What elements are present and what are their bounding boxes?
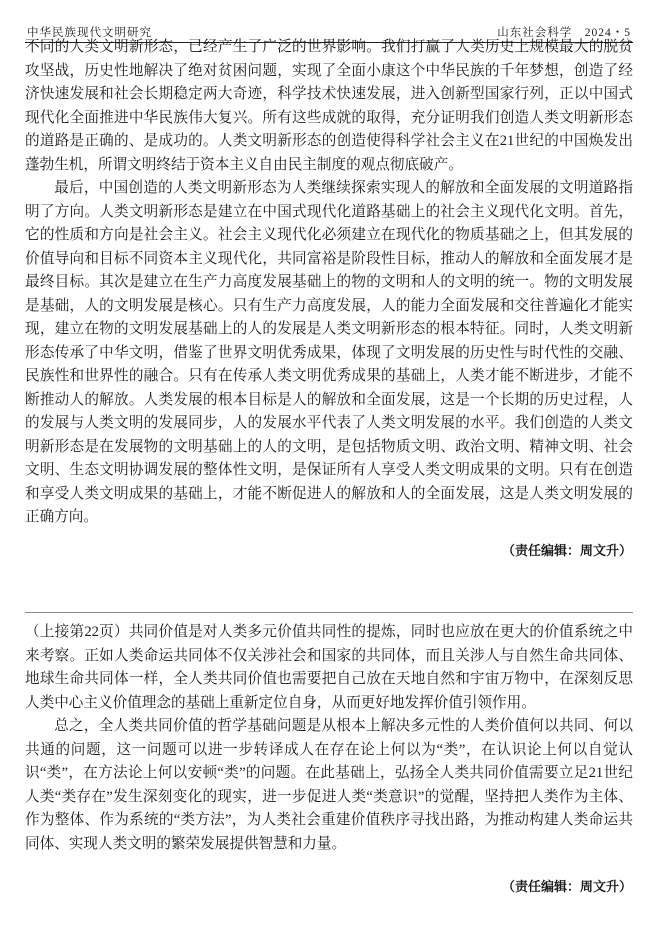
paragraph: 总之，全人类共同价值的哲学基础问题是从根本上解决多元性的人类价值何以共同、何以共通的问题，这一问题可以进一步转译成人在存在论上何以为“类”，在认识论上何以自觉认识“类”，在方法论上何以安顿“类”的问题。在此基础上，弘扬全人类共同价值需要立足21世纪人类“类存在”发生深刻变化的现实，进一步促进人类“类意识”的觉醒，坚持把人类作为主体、作为整体、作为系统的“类方法”，为人类社会重建价值秩序寻找出路，为推动构建人类命运共同体、实现人类文明的繁荣发展提供智慧和力量。 (25, 718, 633, 852)
column-title: 中华民族现代文明研究 (27, 27, 152, 39)
section-divider (25, 612, 633, 613)
continued-article-section (25, 621, 633, 856)
paragraph: 最后，中国创造的人类文明新形态为人类继续探索实现人的解放和全面发展的文明道路指明了方向。人类文明新形态是建立在中国式现代化道路基础上的社会主义现代化文明。首先，它的性质和方向是社会主义。社会主义现代化必须建立在现代化的物质基础之上，但其发展的价值导向和目标不同资本主义现代化，共同富裕是阶段性目标，推动人的解放和全面发展才是最终目标。其次是建立在生产力高度发展基础上的物的文明和人的文明的统一。物的文明发展是基础，人的文明发展是核心。只有生产力高度发展，人的能力全面发展和交往普遍化才能实现，建立在物的文明发展基础上的人的发展是人类文明新形态的根本特征。同时，人类文明新形态传承了中华文明，借鉴了世界文明优秀成果，体现了文明发展的历史性与时代性的交融、民族性和世界性的融合。只有在传承人类文明优秀成果的基础上，人类才能不断进步，才能不断推动人的解放。人类发展的根本目标是人的解放和全面发展，这是一个长期的历史过程，人的发展与人类文明的发展同步，人的发展水平代表了人类文明发展的水平。我们创造的人类文明新形态是在发展物的文明基础上的人的文明，是包括物质文明、政治文明、精神文明、社会文明、生态文明协调发展的整体性文明，是保证所有人享受人类文明成果的文明。只有在创造和享受人类文明成果的基础上，才能不断促进人的解放和人的全面发展，这是人类文明发展的正确方向。 (25, 180, 633, 525)
editor-credit: （责任编辑：周文升） (501, 543, 632, 558)
editor-credit: （责任编辑：周文升） (501, 879, 632, 894)
journal-issue: 山东社会科学 2024・5 (497, 27, 631, 39)
paragraph: 不同的人类文明新形态，已经产生了广泛的世界影响。我们打赢了人类历史上规模最大的脱贫攻坚战，历史性地解决了绝对贫困问题，实现了全面小康这个中华民族的千年梦想，创造了经济快速发展和社会长期稳定两大奇迹，科学技术快速发展，进入创新型国家行列，正以中国式现代化全面推进中华民族伟大复兴。所有这些成就的取得，充分证明我们创造人类文明新形态的道路是正确的、是成功的。人类文明新形态的创造使得科学社会主义在21世纪的中国焕发出蓬勃生机，所谓文明终结于资本主义自由民主制度的观点彻底破产。 (25, 39, 633, 173)
article-ending-section (25, 36, 633, 530)
paragraph: （上接第22页）共同价值是对人类多元价值共同性的提炼，同时也应放在更大的价值系统之中来考察。正如人类命运共同体不仅关涉社会和国家的共同体，而且关涉人与自然生命共同体、地球生命共同体一样，全人类共同价值也需要把自己放在天地自然和宇宙万物中，在深刻反思人类中心主义价值理念的基础上重新定位自身，从而更好地发挥价值引领作用。 (25, 624, 633, 711)
